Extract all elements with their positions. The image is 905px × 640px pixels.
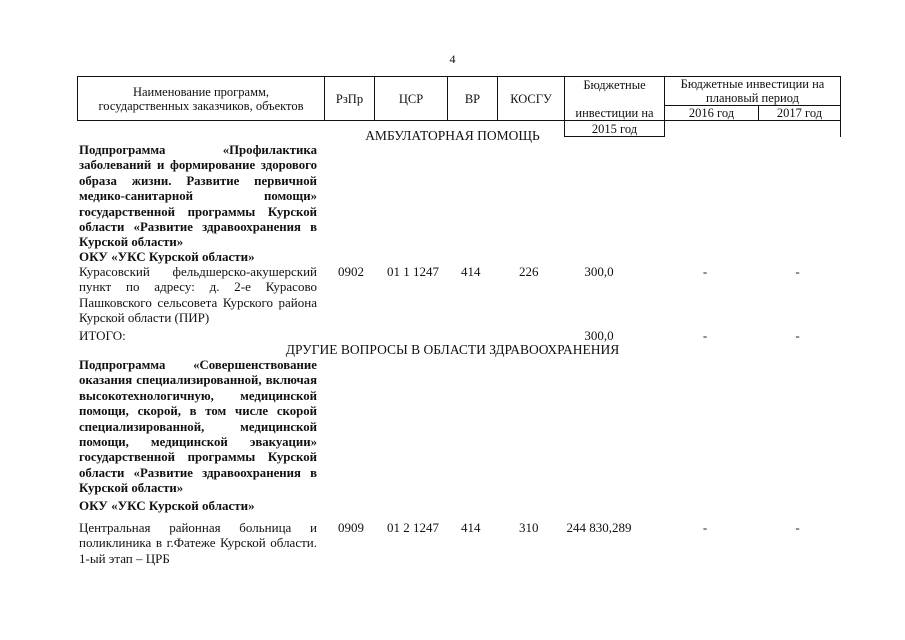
program-description: Подпрограмма «Совершенствование оказания специализированной, включая высокотехнологичную, медицинской помощи, скорой, в том числе скорой специализированной, медицинской помощи, медицинской эвакуации» государственной программы Курской области «Развитие здравоохранения в Курской области» <box>79 358 317 496</box>
object-name: Центральная районная больница и поликлиника в г.Фатеже Курской области. 1-ый этап – ЦРБ <box>79 520 317 566</box>
total-budget-2015: 300,0 <box>584 328 614 343</box>
object-rzpr: 0902 <box>338 264 364 279</box>
header-col-plan-2017: 2017 год <box>759 106 841 121</box>
object-budget-2016: - <box>702 520 708 535</box>
state-customer: ОКУ «УКС Курской области» <box>79 249 255 264</box>
header-col-budget-year: 2015 год <box>565 121 665 137</box>
header-col-plan-line1: Бюджетные инвестиции на <box>680 77 825 91</box>
header-col-budget-line2: инвестиции на <box>565 106 665 121</box>
object-budget-2016: - <box>702 264 708 279</box>
page-number: 4 <box>449 52 456 66</box>
object-budget-2015: 300,0 <box>584 264 614 279</box>
state-customer: ОКУ «УКС Курской области» <box>79 498 255 513</box>
object-name: Курасовский фельдшерско-акушерский пункт по адресу: д. 2-е Курасово Пашковского сельсовета Курского района Курской области (ПИР) <box>79 264 317 326</box>
object-budget-2015: 244 830,289 <box>566 520 632 535</box>
header-col-vr: ВР <box>448 77 498 121</box>
header-col-name-line1: Наименование программ, <box>132 84 270 99</box>
object-vr: 414 <box>461 264 481 279</box>
section-title-ambulatory: АМБУЛАТОРНАЯ ПОМОЩЬ <box>365 128 540 143</box>
object-kosgu: 226 <box>519 264 539 279</box>
object-csr: 01 2 1247 <box>387 520 439 535</box>
program-description: Подпрограмма «Профилактика заболеваний и формирование здорового образа жизни. Развитие первичной медико-санитарной помощи» государственной программы Курской области «Развитие здравоохранения в Курской области» <box>79 143 317 250</box>
header-col-budget-line1: Бюджетные <box>583 78 646 92</box>
header-col-kosgu: КОСГУ <box>498 77 565 121</box>
object-rzpr: 0909 <box>338 520 364 535</box>
object-vr: 414 <box>461 520 481 535</box>
header-col-plan-line2: плановый период <box>706 91 799 105</box>
header-col-name-line2: государственных заказчиков, объектов <box>98 98 304 113</box>
header-col-rzpr: РзПр <box>325 77 375 121</box>
total-label: ИТОГО: <box>79 328 126 343</box>
object-budget-2017: - <box>795 264 800 279</box>
header-col-plan <box>665 77 841 106</box>
total-budget-2016: - <box>702 328 708 343</box>
object-kosgu: 310 <box>519 520 539 535</box>
header-col-csr: ЦСР <box>375 77 448 121</box>
object-csr: 01 1 1247 <box>387 264 439 279</box>
header-col-name <box>78 77 325 121</box>
header-col-plan-2016: 2016 год <box>665 106 759 121</box>
object-budget-2017: - <box>795 520 800 535</box>
header-col-budget <box>565 77 665 106</box>
total-budget-2017: - <box>795 328 800 343</box>
section-title-other-health: ДРУГИЕ ВОПРОСЫ В ОБЛАСТИ ЗДРАВООХРАНЕНИЯ <box>285 342 620 357</box>
